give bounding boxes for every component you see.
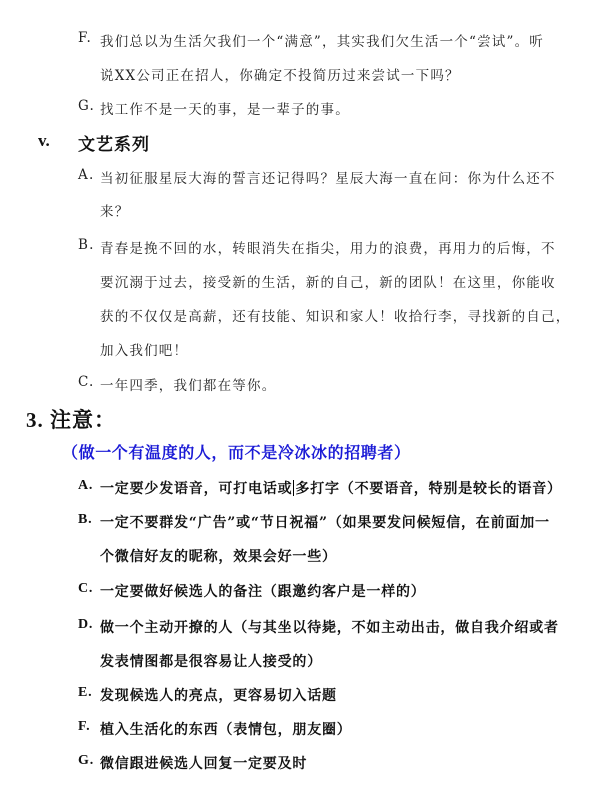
item-label: A. (78, 478, 94, 493)
item-text-line: 获的不仅仅是高薪，还有技能、知识和家人！收拾行李，寻找新的自己， (100, 309, 571, 325)
item-label: B. (78, 237, 95, 253)
item-text-line: 青春是挽不回的水，转眼消失在指尖，用力的浪费，再用力的后悔，不 (100, 241, 556, 257)
item-text-line: 一定要做好候选人的备注（跟邀约客户是一样的） (100, 584, 426, 600)
item-text-line: 一年四季，我们都在等你。 (100, 378, 277, 394)
section-numeral: v. (38, 131, 50, 150)
item-text-line: 发表情图都是很容易让人接受的） (100, 654, 322, 670)
item-text-line: 发现候选人的亮点，更容易切入话题 (100, 688, 337, 704)
item-label: C. (78, 374, 95, 390)
item-text-line: 要沉溺于过去，接受新的生活，新的自己，新的团队！在这里，你能收 (100, 275, 556, 291)
item-label: E. (78, 685, 93, 700)
section-subtitle: （做一个有温度的人，而不是冷冰冰的招聘者） (62, 443, 411, 462)
item-text-line: 当初征服星辰大海的誓言还记得吗？星辰大海一直在问：你为什么还不 (100, 171, 556, 187)
item-label: D. (78, 617, 94, 632)
section-title: 文艺系列 (78, 135, 150, 155)
item-text-before-cursor: 一定要少发语音，可打电话或 (100, 481, 293, 497)
item-text-line: 找工作不是一天的事，是一辈子的事。 (100, 102, 350, 118)
item-text-line: 加入我们吧！ (100, 343, 189, 359)
item-text-line: 一定不要群发“广告”或“节日祝福”（如果要发问候短信，在前面加一 (100, 515, 550, 531)
item-label: F. (78, 719, 91, 734)
item-label: G. (78, 98, 95, 114)
item-text-line: 微信跟进候选人回复一定要及时 (100, 756, 308, 772)
item-label: A. (78, 167, 95, 183)
item-label: F. (78, 30, 92, 46)
item-label: G. (78, 753, 94, 768)
item-text-line (100, 478, 562, 498)
item-text-line: 来？ (100, 204, 130, 220)
item-text-line: 我们总以为生活欠我们一个“满意”，其实我们欠生活一个“尝试”。听 (100, 34, 545, 50)
item-label: C. (78, 581, 94, 596)
item-text-line: 说XX公司正在招人，你确定不投简历过来尝试一下吗？ (100, 68, 460, 84)
item-label: B. (78, 512, 93, 527)
item-text-line: 个微信好友的昵称，效果会好一些） (100, 549, 337, 565)
item-text-line: 植入生活化的东西（表情包，朋友圈） (100, 722, 352, 738)
section-heading: 3. 注意： (26, 408, 116, 432)
item-text-after-cursor: 多打字（不要语音，特别是较长的语音） (295, 481, 562, 497)
item-text-line: 做一个主动开撩的人（与其坐以待毙，不如主动出击，做自我介绍或者 (100, 620, 559, 636)
